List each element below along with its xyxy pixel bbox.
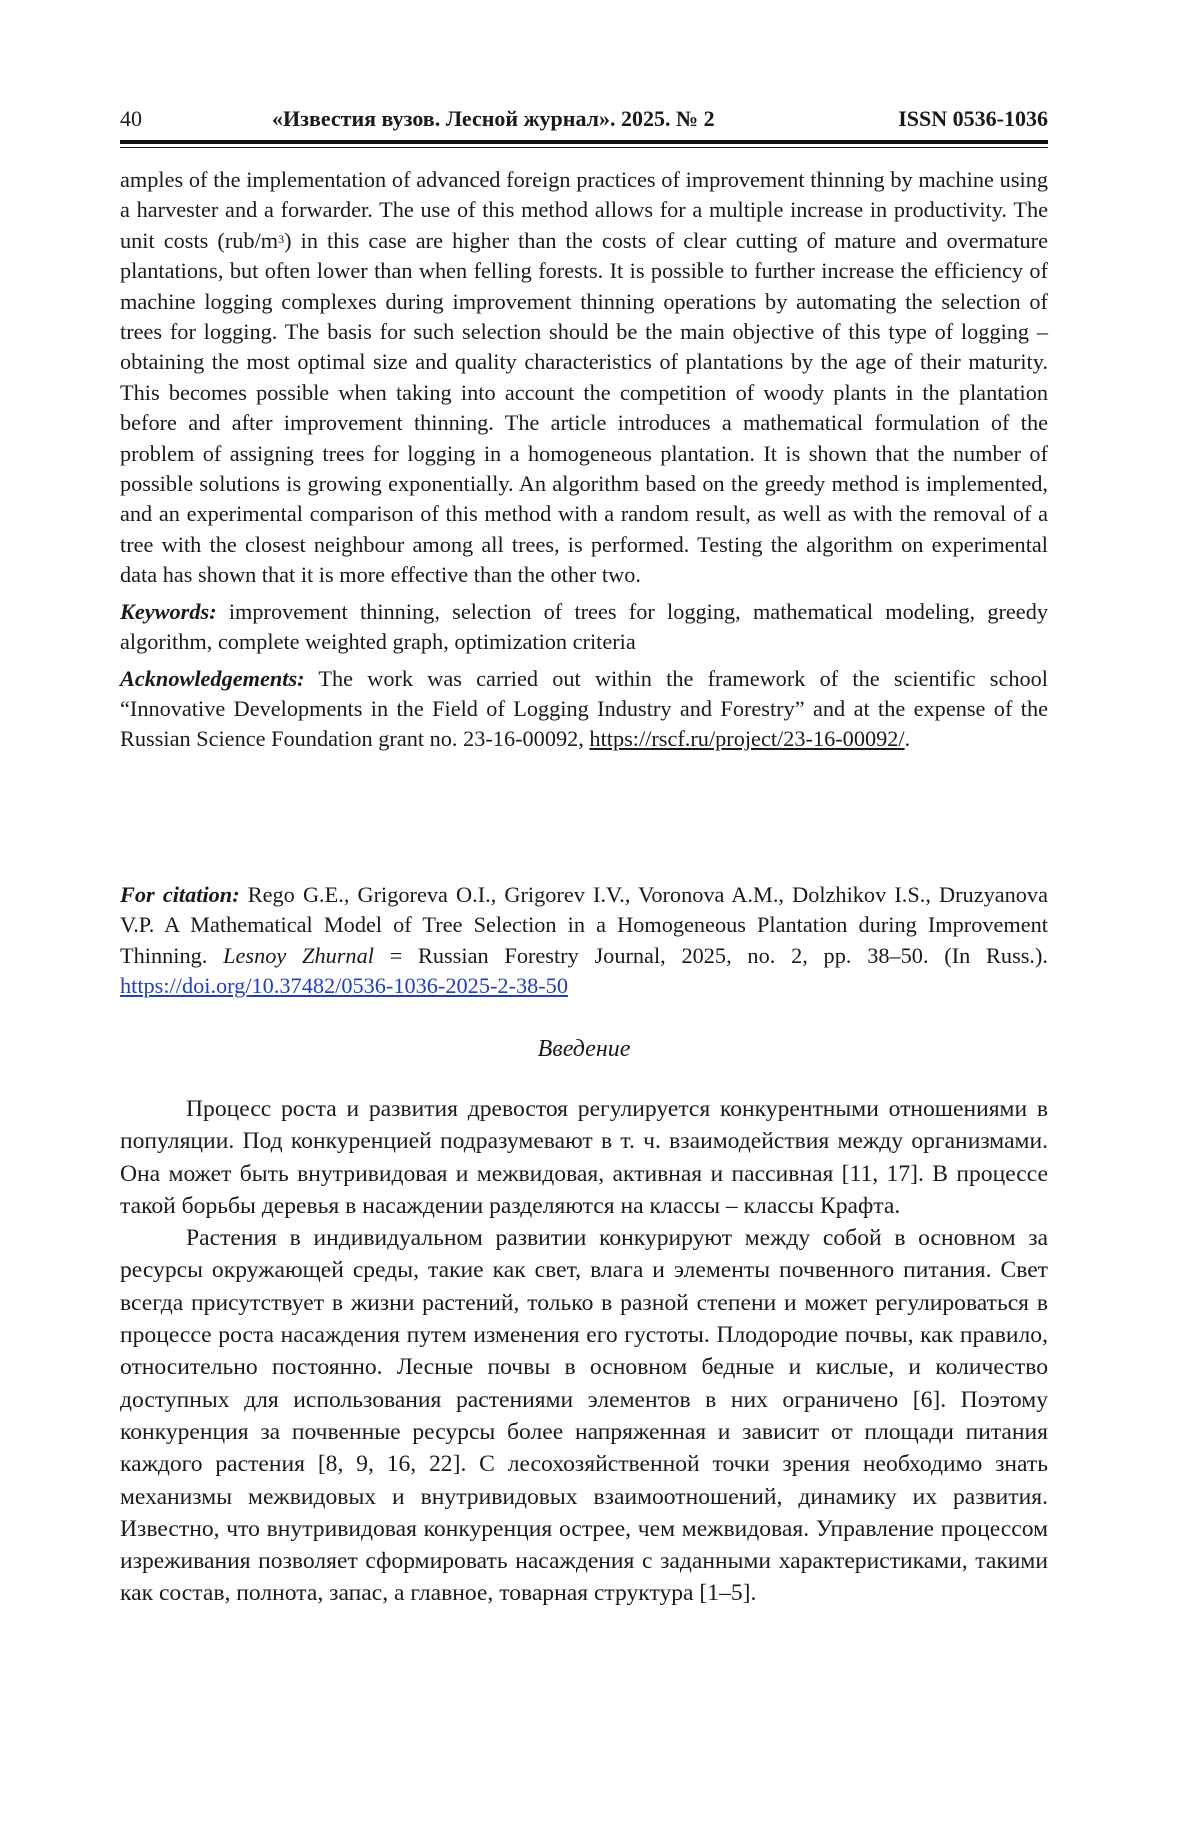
- abstract-block: [120, 165, 1048, 755]
- keywords-text: improvement thinning, selection of trees for logging, mathematical modeling, greedy algorithm, complete weighted graph, optimization criteria: [120, 598, 1048, 655]
- header-rule-thick: [120, 140, 1048, 144]
- keywords-label: Keywords:: [120, 598, 217, 624]
- acknowledgements-text: The work was carried out within the framework of the scientific school “Innovative Developments in the Field of Logging Industry and Forestry” and at the expense of the Russian Science Foundation grant no. 23-16-00092,: [120, 665, 1048, 752]
- citation-journal: Lesnoy Zhurnal: [223, 942, 374, 968]
- introduction-body: [120, 1093, 1048, 1610]
- journal-title: «Известия вузов. Лесной журнал». 2025. № 2: [272, 106, 715, 131]
- citation-rest: = Russian Forestry Journal, 2025, no. 2, pp. 38–50. (In Russ.).: [373, 942, 1049, 968]
- superscript: 3: [278, 231, 285, 246]
- doi-link[interactable]: https://doi.org/10.37482/0536-1036-2025-2-38-50: [120, 973, 568, 999]
- keywords: [120, 597, 1048, 658]
- running-header: [120, 106, 1048, 136]
- section-heading: Введение: [537, 1036, 631, 1062]
- rscf-project-link[interactable]: https://rscf.ru/project/23-16-00092/: [589, 726, 905, 752]
- acknowledgements: Acknowledgements: The work was carried out within the framework of the scientific school “Innovative Developments in the Field of Logging Industry and Forestry” and at the expense of the Russian Science Foundation grant no. 23-16-00092, https://rscf.ru/project/23-16-00092/.: [120, 665, 1048, 752]
- header-rule-thin: [120, 147, 1048, 148]
- page-number: 40: [120, 106, 142, 131]
- citation-block: [120, 880, 1048, 1002]
- citation-authors: Rego G.E., Grigoreva O.I., Grigorev I.V., Voronova A.M., Dolzhikov I.S., Druzyanova V.P. A Mathematical Model of Tree Selection in a Homogeneous Plantation during Improvement Thinning.: [120, 882, 1048, 968]
- abstract-text: amples of the implementation of advanced foreign practices of improvement thinning by machine using a harvester and a forwarder. The use of this method allows for a multiple increase in productivity. The unit costs $(rub/m^3)$ in this case are higher than the costs of clear cutting of mature and overmature plantations, but often lower than when felling forests. It is possible to further increase the efficiency of machine logging complexes during improvement thinning operations by automating the selection of trees for logging. The basis for such selection should be the main objective of this type of logging – obtaining the most optimal size and quality characteristics of plantations by the age of their maturity. This becomes possible when taking into account the competition of woody plants in the plantation before and after improvement thinning. The article introduces a mathematical formulation of the problem of assigning trees for logging in a homogeneous plantation. It is shown that the number of possible solutions is growing exponentially. An algorithm based on the greedy method is implemented, and an experimental comparison of this method with a random result, as well as with the removal of a tree with the closest neighbour among all trees, is performed. Testing the algorithm on experimental data has shown that it is more effective than the other two.: [120, 167, 1048, 588]
- paragraph: Процесс роста и развития древостоя регулируется конкурентными отношениями в популяции. Под конкуренцией подразумевают в т. ч. взаимодействия между организмами. Она может быть внутривидовая и межвидовая, активная и пассивная [11, 17]. В процессе такой борьбы деревья в насаждении разделяются на классы – классы Крафта.: [120, 1096, 1048, 1219]
- paragraph: Растения в индивидуальном развитии конкурируют между собой в основном за ресурсы окружающей среды, такие как свет, влага и элементы почвенного питания. Свет всегда присутствует в жизни растений, только в разной степени и может регулироваться в процессе роста насаждения путем изменения его густоты. Плодородие почвы, как правило, относительно постоянно. Лесные почвы в основном бедные и кислые, и количество доступных для использования растениями элементов в них ограничено [6]. Поэтому конкуренция за почвенные ресурсы более напряженная и зависит от площади питания каждого растения [8, 9, 16, 22]. С лесохозяйственной точки зрения необходимо знать механизмы межвидовых и внутривидовых взаимоотношений, динамику их развития. Известно, что внутривидовая конкуренция острее, чем межвидовая. Управление процессом изреживания позволяет сформировать насаждения с заданными характеристиками, такими как состав, полнота, запас, а главное, товарная структура [1–5].: [120, 1225, 1048, 1607]
- issn: ISSN 0536-1036: [898, 106, 1048, 131]
- citation-label: For citation:: [120, 882, 240, 907]
- acknowledgements-label: Acknowledgements:: [120, 665, 305, 691]
